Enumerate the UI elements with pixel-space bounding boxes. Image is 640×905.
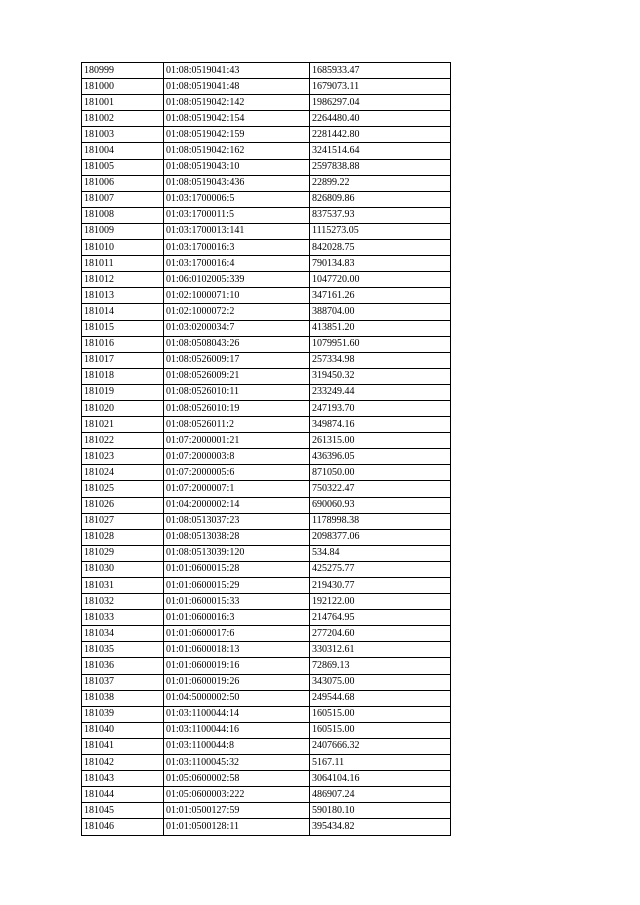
row-number-cell: 181019 [82, 384, 164, 400]
value-cell: 750322.47 [310, 481, 451, 497]
table-row [82, 223, 451, 239]
value-cell: 837537.93 [310, 207, 451, 223]
value-cell: 343075.00 [310, 674, 451, 690]
row-number-cell: 181028 [82, 529, 164, 545]
cadastral-number-cell: 01:08:0526010:19 [164, 400, 310, 416]
cadastral-number-cell: 01:03:1100044:8 [164, 738, 310, 754]
cadastral-number-cell: 01:08:0508043:26 [164, 336, 310, 352]
cadastral-number-cell: 01:08:0519042:154 [164, 111, 310, 127]
value-cell: 1679073.11 [310, 79, 451, 95]
row-number-cell: 181029 [82, 545, 164, 561]
row-number-cell: 181005 [82, 159, 164, 175]
value-cell: 257334.98 [310, 352, 451, 368]
value-cell: 534.84 [310, 545, 451, 561]
value-cell: 436396.05 [310, 449, 451, 465]
table-body [82, 63, 451, 836]
table-row [82, 819, 451, 835]
row-number-cell: 181008 [82, 207, 164, 223]
row-number-cell: 181001 [82, 95, 164, 111]
cadastral-number-cell: 01:08:0526011:2 [164, 417, 310, 433]
cadastral-number-cell: 01:03:1100045:32 [164, 755, 310, 771]
cadastral-number-cell: 01:08:0519042:159 [164, 127, 310, 143]
row-number-cell: 181009 [82, 223, 164, 239]
cadastral-number-cell: 01:08:0519043:436 [164, 175, 310, 191]
row-number-cell: 181037 [82, 674, 164, 690]
table-row [82, 240, 451, 256]
row-number-cell: 180999 [82, 63, 164, 79]
value-cell: 413851.20 [310, 320, 451, 336]
cadastral-number-cell: 01:08:0513039:120 [164, 545, 310, 561]
row-number-cell: 181010 [82, 240, 164, 256]
row-number-cell: 181012 [82, 272, 164, 288]
value-cell: 425275.77 [310, 561, 451, 577]
table-row [82, 159, 451, 175]
table-row [82, 594, 451, 610]
table-row [82, 417, 451, 433]
cadastral-number-cell: 01:08:0513038:28 [164, 529, 310, 545]
value-cell: 319450.32 [310, 368, 451, 384]
table-row [82, 658, 451, 674]
cadastral-number-cell: 01:08:0519042:142 [164, 95, 310, 111]
value-cell: 2597838.88 [310, 159, 451, 175]
table-row [82, 63, 451, 79]
value-cell: 330312.61 [310, 642, 451, 658]
table-row [82, 175, 451, 191]
cadastral-number-cell: 01:03:1700011:5 [164, 207, 310, 223]
cadastral-number-cell: 01:08:0513037:23 [164, 513, 310, 529]
cadastral-number-cell: 01:01:0600015:28 [164, 561, 310, 577]
value-cell: 1986297.04 [310, 95, 451, 111]
value-cell: 219430.77 [310, 578, 451, 594]
table-row [82, 465, 451, 481]
cadastral-number-cell: 01:02:1000071:10 [164, 288, 310, 304]
value-cell: 3064104.16 [310, 771, 451, 787]
table-row [82, 433, 451, 449]
cadastral-number-cell: 01:03:1100044:16 [164, 722, 310, 738]
table-row [82, 481, 451, 497]
table-row [82, 449, 451, 465]
table-row [82, 336, 451, 352]
cadastral-number-cell: 01:01:0600015:33 [164, 594, 310, 610]
row-number-cell: 181034 [82, 626, 164, 642]
cadastral-number-cell: 01:01:0600016:3 [164, 610, 310, 626]
table-row [82, 738, 451, 754]
cadastral-number-cell: 01:01:0600015:29 [164, 578, 310, 594]
row-number-cell: 181039 [82, 706, 164, 722]
row-number-cell: 181000 [82, 79, 164, 95]
table-row [82, 127, 451, 143]
row-number-cell: 181040 [82, 722, 164, 738]
value-cell: 72869.13 [310, 658, 451, 674]
row-number-cell: 181043 [82, 771, 164, 787]
table-row [82, 320, 451, 336]
table-row [82, 207, 451, 223]
cadastral-number-cell: 01:05:0600002:58 [164, 771, 310, 787]
row-number-cell: 181027 [82, 513, 164, 529]
row-number-cell: 181015 [82, 320, 164, 336]
cadastral-number-cell: 01:08:0526010:11 [164, 384, 310, 400]
value-cell: 1115273.05 [310, 223, 451, 239]
value-cell: 1079951.60 [310, 336, 451, 352]
table-row [82, 368, 451, 384]
cadastral-number-cell: 01:08:0519043:10 [164, 159, 310, 175]
table-row [82, 755, 451, 771]
table-row [82, 642, 451, 658]
value-cell: 160515.00 [310, 706, 451, 722]
table-row [82, 352, 451, 368]
row-number-cell: 181030 [82, 561, 164, 577]
row-number-cell: 181038 [82, 690, 164, 706]
table-row [82, 256, 451, 272]
row-number-cell: 181003 [82, 127, 164, 143]
table-row [82, 578, 451, 594]
value-cell: 2281442.80 [310, 127, 451, 143]
table-row [82, 497, 451, 513]
row-number-cell: 181025 [82, 481, 164, 497]
cadastral-number-cell: 01:03:0200034:7 [164, 320, 310, 336]
cadastral-number-cell: 01:01:0600017:6 [164, 626, 310, 642]
table-row [82, 787, 451, 803]
cadastral-number-cell: 01:01:0600018:13 [164, 642, 310, 658]
table-row [82, 674, 451, 690]
value-cell: 214764.95 [310, 610, 451, 626]
row-number-cell: 181018 [82, 368, 164, 384]
value-cell: 1047720.00 [310, 272, 451, 288]
table-row [82, 690, 451, 706]
value-cell: 160515.00 [310, 722, 451, 738]
table-row [82, 626, 451, 642]
cadastral-number-cell: 01:08:0519041:48 [164, 79, 310, 95]
table-row [82, 272, 451, 288]
data-table [81, 62, 451, 836]
table-row [82, 79, 451, 95]
value-cell: 277204.60 [310, 626, 451, 642]
value-cell: 192122.00 [310, 594, 451, 610]
cadastral-number-cell: 01:04:5000002:50 [164, 690, 310, 706]
cadastral-number-cell: 01:08:0526009:21 [164, 368, 310, 384]
table-row [82, 529, 451, 545]
value-cell: 2264480.40 [310, 111, 451, 127]
row-number-cell: 181002 [82, 111, 164, 127]
cadastral-number-cell: 01:07:2000003:8 [164, 449, 310, 465]
row-number-cell: 181021 [82, 417, 164, 433]
row-number-cell: 181026 [82, 497, 164, 513]
value-cell: 247193.70 [310, 400, 451, 416]
row-number-cell: 181022 [82, 433, 164, 449]
table-row [82, 143, 451, 159]
table-row [82, 722, 451, 738]
cadastral-number-cell: 01:01:0600019:16 [164, 658, 310, 674]
table-row [82, 513, 451, 529]
row-number-cell: 181024 [82, 465, 164, 481]
table-row [82, 304, 451, 320]
value-cell: 690060.93 [310, 497, 451, 513]
value-cell: 1685933.47 [310, 63, 451, 79]
table-row [82, 384, 451, 400]
cadastral-number-cell: 01:03:1700016:3 [164, 240, 310, 256]
cadastral-number-cell: 01:07:2000007:1 [164, 481, 310, 497]
table-row [82, 561, 451, 577]
value-cell: 486907.24 [310, 787, 451, 803]
value-cell: 388704.00 [310, 304, 451, 320]
row-number-cell: 181020 [82, 400, 164, 416]
value-cell: 842028.75 [310, 240, 451, 256]
row-number-cell: 181045 [82, 803, 164, 819]
row-number-cell: 181044 [82, 787, 164, 803]
table-row [82, 545, 451, 561]
table-row [82, 706, 451, 722]
value-cell: 233249.44 [310, 384, 451, 400]
row-number-cell: 181007 [82, 191, 164, 207]
table-row [82, 803, 451, 819]
row-number-cell: 181023 [82, 449, 164, 465]
row-number-cell: 181013 [82, 288, 164, 304]
value-cell: 790134.83 [310, 256, 451, 272]
cadastral-number-cell: 01:01:0500127:59 [164, 803, 310, 819]
row-number-cell: 181014 [82, 304, 164, 320]
value-cell: 349874.16 [310, 417, 451, 433]
cadastral-number-cell: 01:02:1000072:2 [164, 304, 310, 320]
row-number-cell: 181033 [82, 610, 164, 626]
table-row [82, 610, 451, 626]
row-number-cell: 181035 [82, 642, 164, 658]
value-cell: 1178998.38 [310, 513, 451, 529]
value-cell: 3241514.64 [310, 143, 451, 159]
cadastral-number-cell: 01:01:0500128:11 [164, 819, 310, 835]
value-cell: 395434.82 [310, 819, 451, 835]
cadastral-number-cell: 01:08:0526009:17 [164, 352, 310, 368]
cadastral-number-cell: 01:03:1700006:5 [164, 191, 310, 207]
row-number-cell: 181016 [82, 336, 164, 352]
cadastral-number-cell: 01:03:1700016:4 [164, 256, 310, 272]
value-cell: 2407666.32 [310, 738, 451, 754]
value-cell: 249544.68 [310, 690, 451, 706]
cadastral-number-cell: 01:07:2000005:6 [164, 465, 310, 481]
cadastral-number-cell: 01:06:0102005:339 [164, 272, 310, 288]
cadastral-number-cell: 01:03:1100044:14 [164, 706, 310, 722]
value-cell: 22899.22 [310, 175, 451, 191]
row-number-cell: 181042 [82, 755, 164, 771]
row-number-cell: 181036 [82, 658, 164, 674]
row-number-cell: 181031 [82, 578, 164, 594]
cadastral-number-cell: 01:05:0600003:222 [164, 787, 310, 803]
cadastral-number-cell: 01:08:0519042:162 [164, 143, 310, 159]
cadastral-number-cell: 01:03:1700013:141 [164, 223, 310, 239]
row-number-cell: 181017 [82, 352, 164, 368]
table-row [82, 400, 451, 416]
row-number-cell: 181046 [82, 819, 164, 835]
table-row [82, 111, 451, 127]
value-cell: 590180.10 [310, 803, 451, 819]
value-cell: 347161.26 [310, 288, 451, 304]
row-number-cell: 181006 [82, 175, 164, 191]
value-cell: 2098377.06 [310, 529, 451, 545]
table-row [82, 95, 451, 111]
row-number-cell: 181032 [82, 594, 164, 610]
table-row [82, 191, 451, 207]
cadastral-number-cell: 01:01:0600019:26 [164, 674, 310, 690]
row-number-cell: 181011 [82, 256, 164, 272]
table-row [82, 288, 451, 304]
cadastral-number-cell: 01:04:2000002:14 [164, 497, 310, 513]
row-number-cell: 181004 [82, 143, 164, 159]
cadastral-number-cell: 01:07:2000001:21 [164, 433, 310, 449]
table-row [82, 771, 451, 787]
row-number-cell: 181041 [82, 738, 164, 754]
value-cell: 826809.86 [310, 191, 451, 207]
value-cell: 5167.11 [310, 755, 451, 771]
cadastral-number-cell: 01:08:0519041:43 [164, 63, 310, 79]
value-cell: 871050.00 [310, 465, 451, 481]
value-cell: 261315.00 [310, 433, 451, 449]
